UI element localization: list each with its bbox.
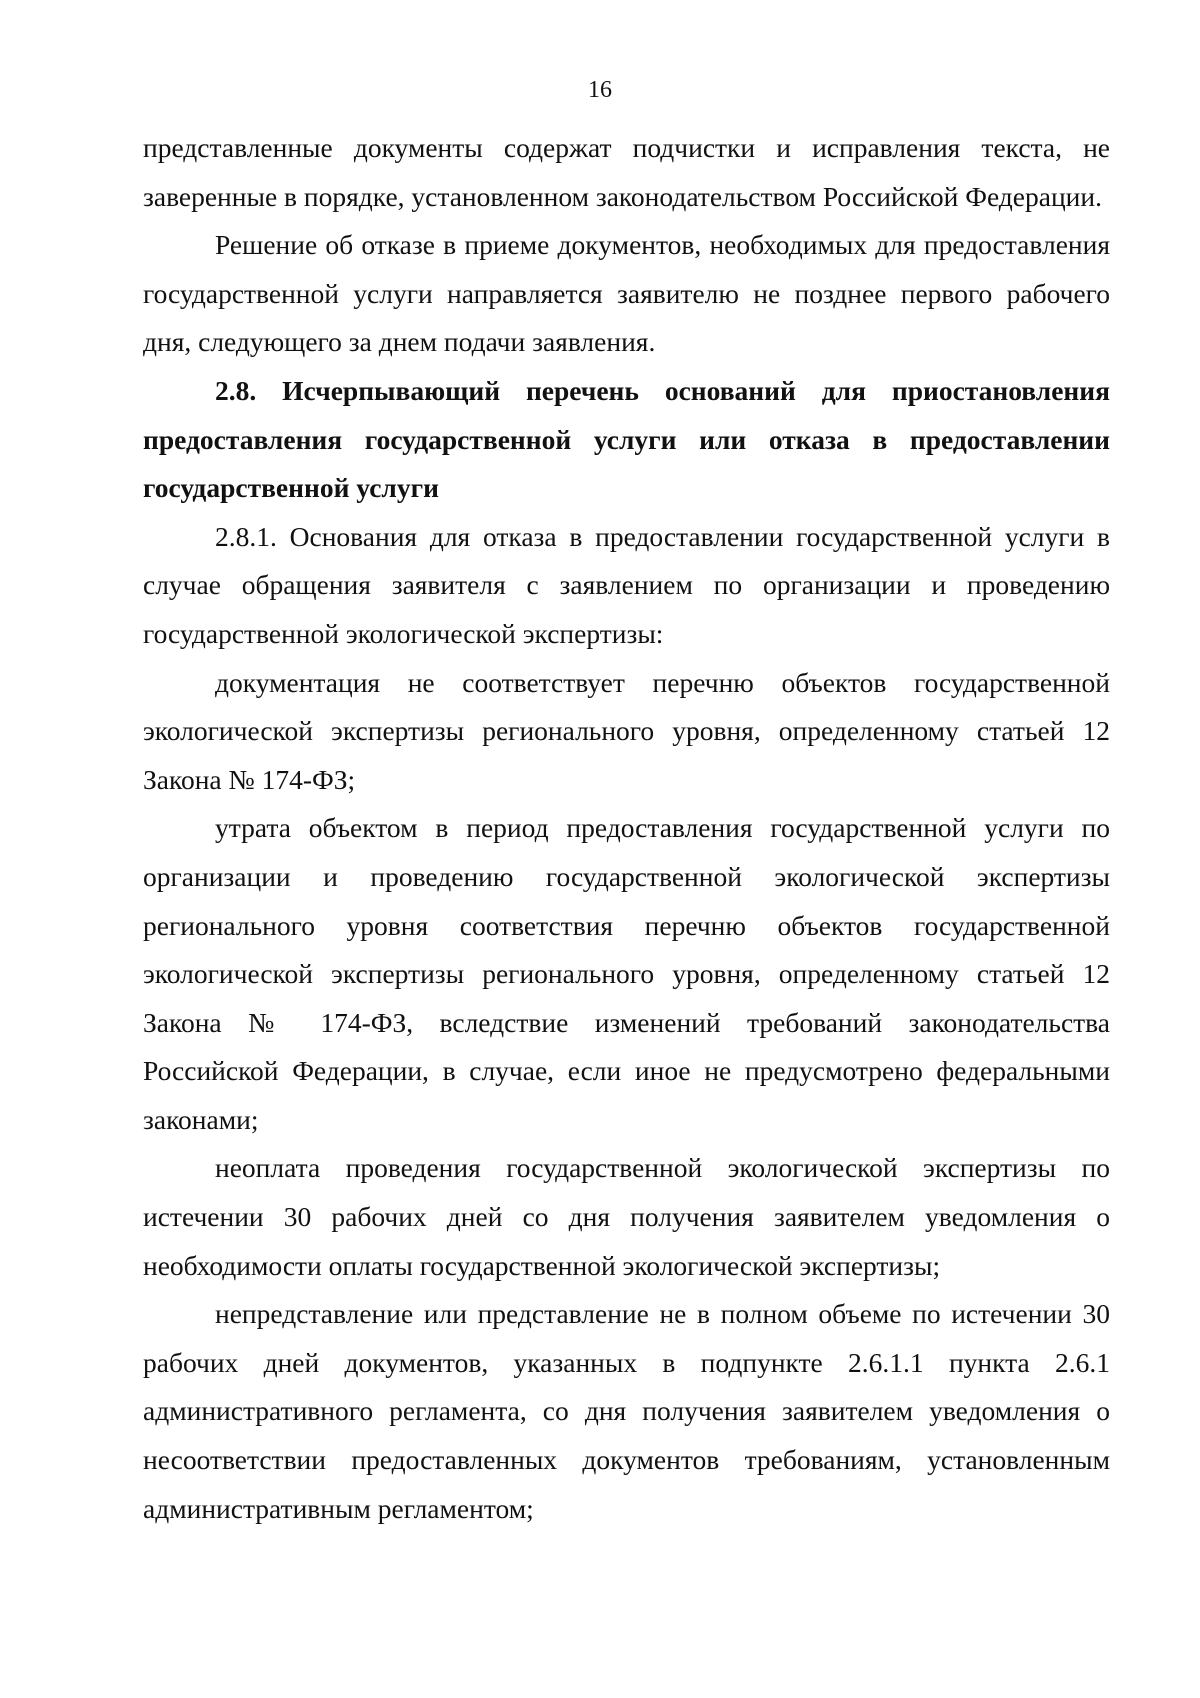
list-item-object-loss: утрата объектом в период предоставления государственной услуги по организации и проведению государственной экологической экспертизы регионального уровня соответствия перечню объектов государственной экологической экспертизы регионального уровня, определенному статьей 12 Закона № 174-ФЗ, вследствие изменений требований законодательства Российской Федерации, в случае, если иное не предусмотрено федеральными законами; [143, 812, 1110, 1135]
list-item-non-submission: непредставление или представление не в полном объеме по истечении 30 рабочих дней документов, указанных в подпункте 2.6.1.1 пункта 2.6.1 административного регламента, со дня получения заявителем уведомления о несоответствии предоставленных документов требованиям, установленным административным регламентом; [143, 1298, 1110, 1524]
list-item-documentation-mismatch: документация не соответствует перечню объектов государственной экологической экспертизы регионального уровня, определенному статьей 12 Закона № 174-ФЗ; [143, 666, 1110, 795]
paragraph-refusal-decision: Решение об отказе в приеме документов, необходимых для предоставления государственной услуги направляется заявителю не позднее первого рабочего дня, следующего за днем подачи заявления. [143, 229, 1110, 358]
section-heading-2-8: 2.8. Исчерпывающий перечень оснований для приостановления предоставления государственной услуги или отказа в предоставлении государственной услуги [143, 374, 1110, 504]
paragraph-continuation: представленные документы содержат подчистки и исправления текста, не заверенные в порядке, установленном законодательством Российской Федерации. [143, 132, 1110, 212]
document-body [143, 124, 1110, 1533]
page-number: 16 [588, 77, 612, 103]
list-item-non-payment: неоплата проведения государственной экологической экспертизы по истечении 30 рабочих дней со дня получения заявителем уведомления о необходимости оплаты государственной экологической экспертизы; [143, 1152, 1110, 1281]
paragraph-2-8-1: 2.8.1. Основания для отказа в предоставлении государственной услуги в случае обращения заявителя с заявлением по организации и проведению государственной экологической экспертизы: [143, 520, 1110, 649]
